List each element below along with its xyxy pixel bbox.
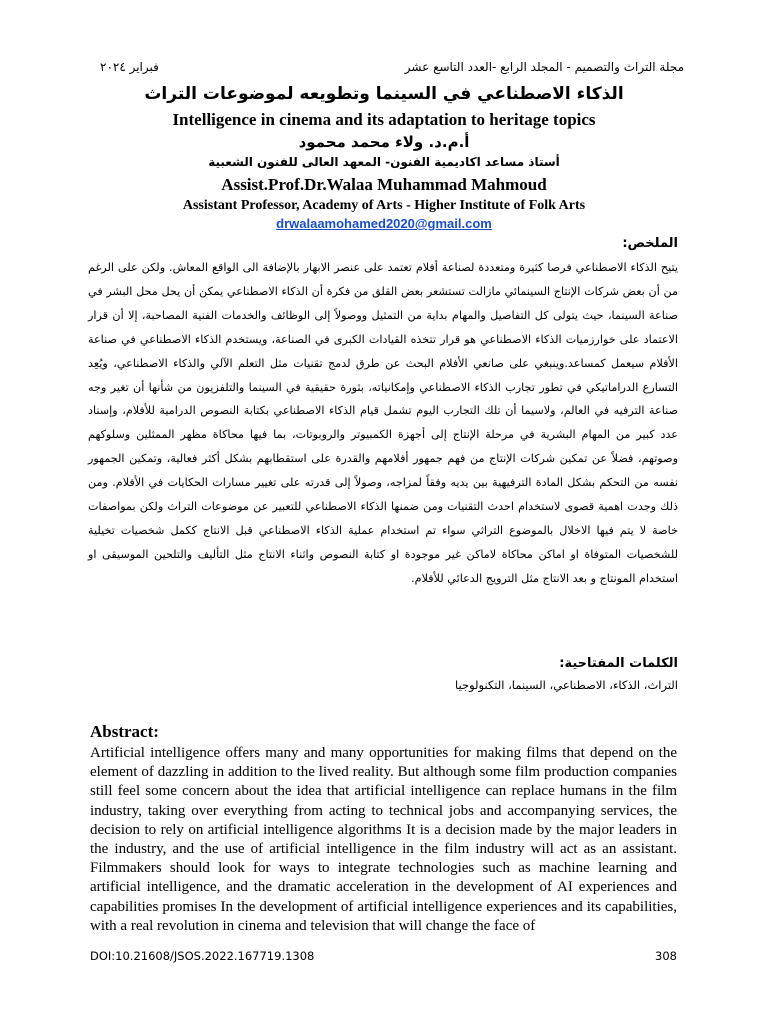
page-footer xyxy=(90,949,677,963)
arabic-author-affiliation: أستاذ مساعد اكاديمية الفنون- المعهد العالى للفنون الشعبية xyxy=(208,155,560,169)
arabic-title: الذكاء الاصطناعي في السينما وتطويعه لموضوعات التراث xyxy=(144,84,624,104)
author-email-link[interactable]: drwalaamohamed2020@gmail.com xyxy=(276,216,492,231)
english-abstract-heading: Abstract: xyxy=(90,722,159,741)
english-abstract-text: Artificial intelligence offers many and many opportunities for making films that depend on the element of dazzling in addition to the lived reality. But although some film production companies still feel some concern about the idea that artificial intelligence can replace humans in the film industry, taking over everything from acting to technical jobs and accompanying services, the decision to rely on artificial intelligence algorithms It is a decision made by the major leaders in the industry, and the use of artificial intelligence in the film industry will act as an assistant. Filmmakers should look for ways to integrate technologies such as machine learning and artificial intelligence, and the dramatic acceleration in the development of AI experiences and capabilities promises In the development of artificial intelligence experiences and its capabilities, with a real revolution in cinema and television that will change the face of xyxy=(90,745,677,934)
page-number: 308 xyxy=(655,949,677,963)
keywords-heading: الكلمات المفتاحية: xyxy=(559,656,678,671)
english-author-affiliation: Assistant Professor, Academy of Arts - Higher Institute of Folk Arts xyxy=(182,198,586,213)
doi-text: DOI:10.21608/JSOS.2022.167719.1308 xyxy=(90,949,315,963)
english-author-name: Assist.Prof.Dr.Walaa Muhammad Mahmoud xyxy=(221,175,547,194)
english-title: Intelligence in cinema and its adaptation to heritage topics xyxy=(172,110,596,129)
arabic-abstract-heading: الملخص: xyxy=(622,236,678,251)
issue-date: فبراير ٢٠٢٤ xyxy=(100,60,159,74)
running-header xyxy=(100,60,684,74)
arabic-author-name: أ.م.د. ولاء محمد محمود xyxy=(298,133,470,151)
arabic-abstract-text: يتيح الذكاء الاصطناعي فرصا كثيرة ومتعددة لصناعة أفلام تعتمد على عنصر الابهار بالإضافة الى الواقع المعاش. ولكن على الرغم من أن بعض شركات الإنتاج السينمائي مازالت تستشعر بعض القلق من فكرة أن الذكاء الاصطناعي يمكن أن يحل محل البشر في صناعة السينما، حيث يتولى كل التفاصيل والمهام بداية من التمثيل ووصولاً إلى الوظائف والخدمات الفنية المصاحبة، إلا أن قرار الاعتماد على خوارزميات الذكاء الاصطناعي هو قرار تتخذه القيادات الكبرى في الصناعة، ويستخدم الذكاء الاصطناعي في صناعة الأفلام سيعمل كمساعد.وينبغي على صانعي الأفلام البحث عن طرق لدمج تقنيات مثل التعلم الآلي والذكاء الاصطناعي، ويُعِد التسارع الدراماتيكي في تطور تجارب الذكاء الاصطناعي وإمكانياته، بثورة حقيقية في السينما والتلفزيون من شأنها أن تغير وجه صناعة الترفيه في العالم، ولاسيما أن تلك التجارب اليوم تشمل قيام الذكاء الاصطناعي بكتابة النصوص الدرامية للأفلام، وإسناد عدد كبير من المهام البشرية في مرحلة الإنتاج إلى أجهزة الكمبيوتر والروبوتات، بما فيها محاكاة مظهر الممثلين وسلوكهم وصوتهم، فضلاً عن تمكين شركات الإنتاج من فهم جمهور أفلامهم والقدرة على استقطابهم بشكل أكثر فعالية، وتمكين الجمهور نفسه من التحكم بشكل المادة الترفيهية بين يديه وفقاً لمزاجه، وصولاً إلى قدرته على تغيير مسارات الحكايات في الأفلام. ومن ذلك وجدت اهمية قصوى لاستخدام احدث التقنيات ومن ضمنها الذكاء الاصطناعي للتعبير عن موضوعات التراث ولكن بمواصفات خاصة لا يتم فيها الاخلال بالموضوع التراثي سواء تم استخدام عملية الذكاء الاصطناعي قبل الانتاج ككمل شخصيات تخيلية للشخصيات المتوفاة او اماكن محاكاة لاماكن غير موجودة او كتابة النصوص واثناء الانتاج مثل التأليف والتلحين الموسيقى او استخدام المونتاج و بعد الانتاج مثل الترويج الدعائي للأفلام. xyxy=(88,261,678,585)
journal-name: مجلة التراث والتصميم - المجلد الرابع -العدد التاسع عشر xyxy=(404,60,684,74)
keywords-text: التراث، الذكاء، الاصطناعي، السينما، التكنولوجيا xyxy=(454,678,678,692)
